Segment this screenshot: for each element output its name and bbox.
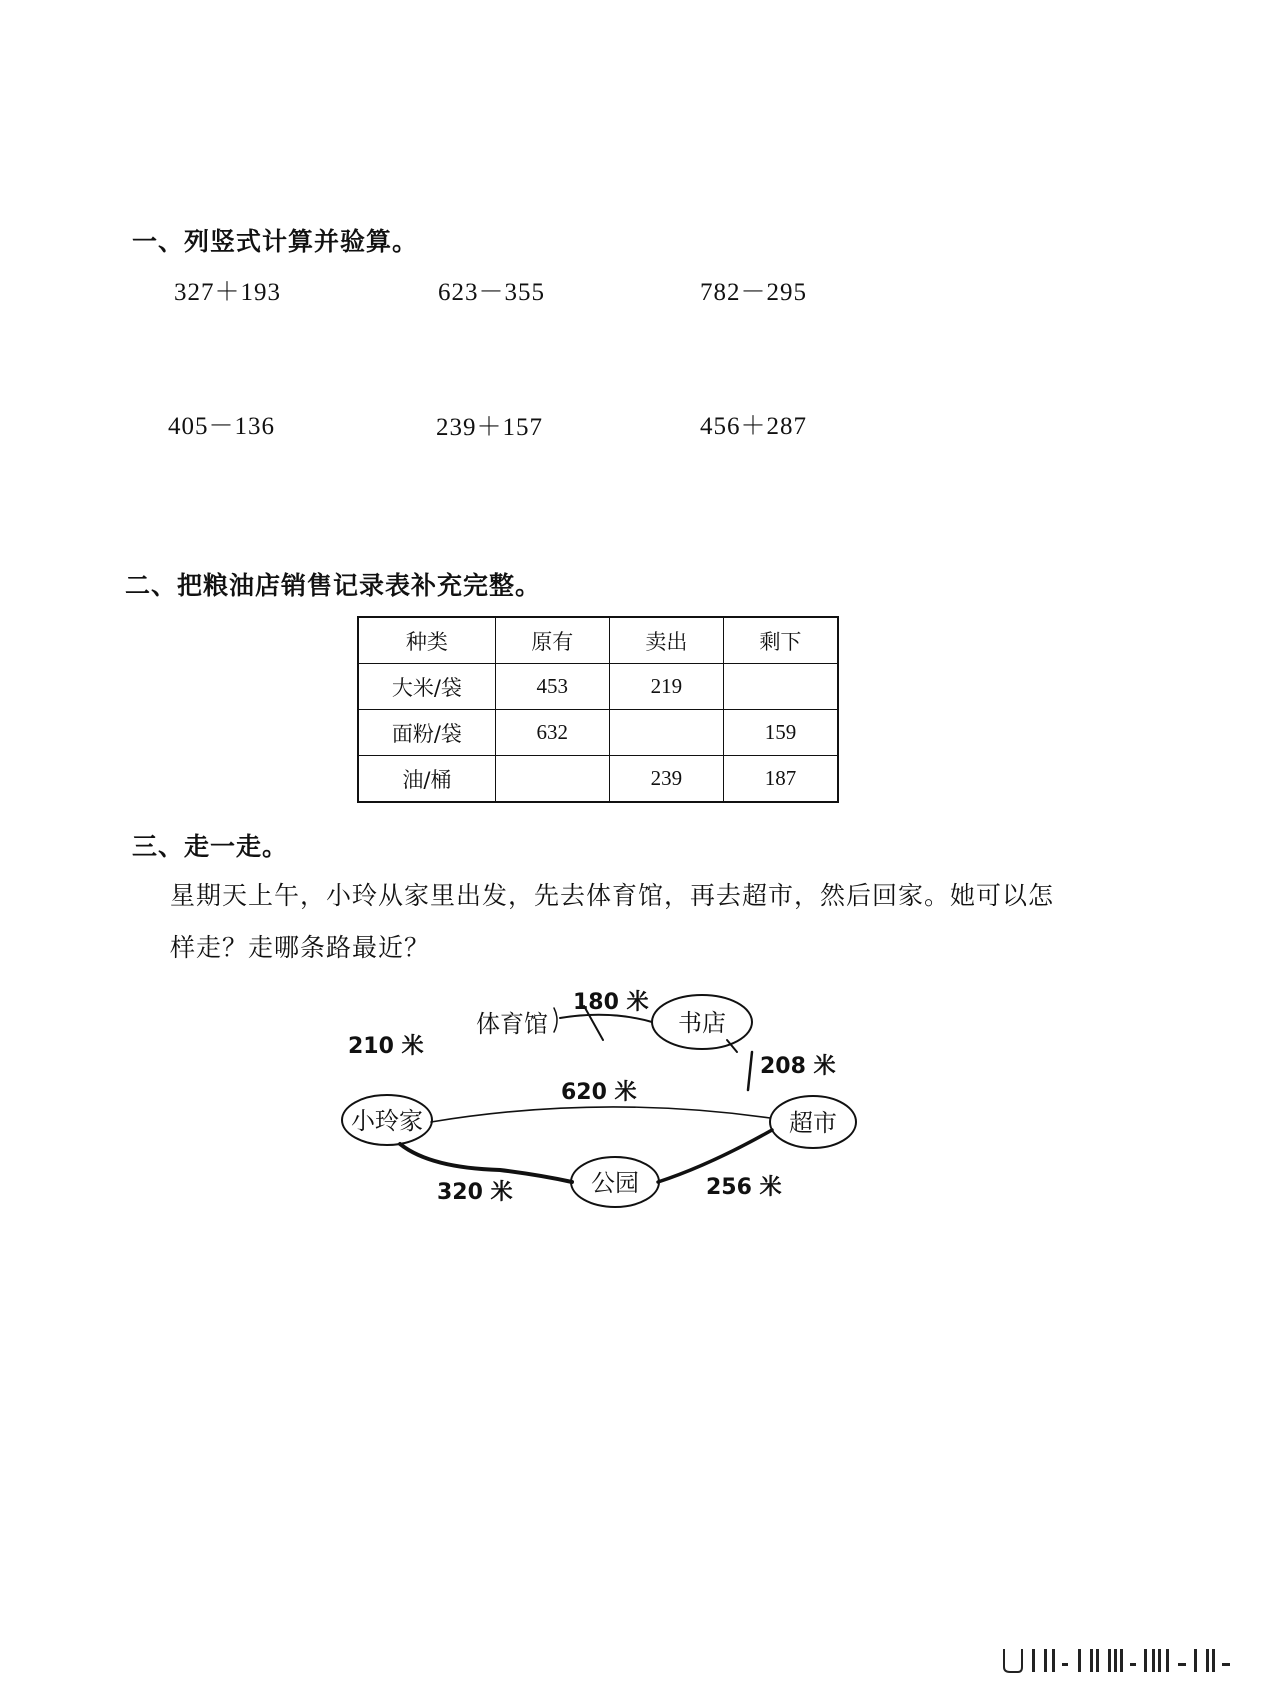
expression-3: 782－295 <box>700 279 808 306</box>
distance-home-park: 320 米 <box>437 1180 513 1205</box>
road-stadium-bookstore <box>560 1015 652 1022</box>
table-cell: 面粉/袋 <box>358 710 495 756</box>
header-cell: 原有 <box>495 617 609 664</box>
table-cell: 159 <box>723 710 838 756</box>
scan-marks <box>1000 1645 1240 1675</box>
header-cell: 卖出 <box>609 617 723 664</box>
place-supermarket: 超市 <box>789 1109 837 1137</box>
table-cell: 219 <box>609 664 723 710</box>
place-park: 公园 <box>591 1169 639 1197</box>
expression-1: 327＋193 <box>174 279 282 306</box>
distance-stadium-bookstore: 180 米 <box>573 990 649 1015</box>
table-cell: 油/桶 <box>358 756 495 803</box>
table-cell: 大米/袋 <box>358 664 495 710</box>
table-cell: 187 <box>723 756 838 803</box>
table-cell: 239 <box>609 756 723 803</box>
expression-6: 456＋287 <box>700 413 808 440</box>
place-bookstore: 书店 <box>678 1009 726 1037</box>
expression-2: 623－355 <box>438 279 546 306</box>
table-cell: 453 <box>495 664 609 710</box>
road-home-park <box>400 1144 572 1182</box>
table-cell: 632 <box>495 710 609 756</box>
stadium-arc <box>554 1008 557 1032</box>
place-home: 小玲家 <box>351 1107 423 1135</box>
section-1-title: 一、列竖式计算并验算。 <box>132 227 419 256</box>
road-home-supermarket <box>431 1107 770 1122</box>
distance-home-supermarket: 620 米 <box>561 1080 637 1105</box>
place-stadium: 体育馆 <box>476 1010 548 1038</box>
problem-text-line-1: 星期天上午，小玲从家里出发，先去体育馆，再去超市，然后回家。她可以怎 <box>170 881 1055 910</box>
problem-text-line-2: 样走？走哪条路最近？ <box>170 933 431 962</box>
distance-bookstore-supermarket: 208 米 <box>760 1054 836 1079</box>
distance-park-supermarket: 256 米 <box>706 1175 782 1200</box>
expression-4: 405－136 <box>168 413 276 440</box>
distance-home-stadium: 210 米 <box>348 1034 424 1059</box>
header-cell: 种类 <box>358 617 495 664</box>
header-cell: 剩下 <box>723 617 838 664</box>
section-3-title: 三、走一走。 <box>132 832 289 861</box>
road-bookstore-supermarket <box>748 1052 752 1090</box>
expression-5: 239＋157 <box>436 414 544 441</box>
section-2-title: 二、把粮油店销售记录表补充完整。 <box>125 571 542 600</box>
